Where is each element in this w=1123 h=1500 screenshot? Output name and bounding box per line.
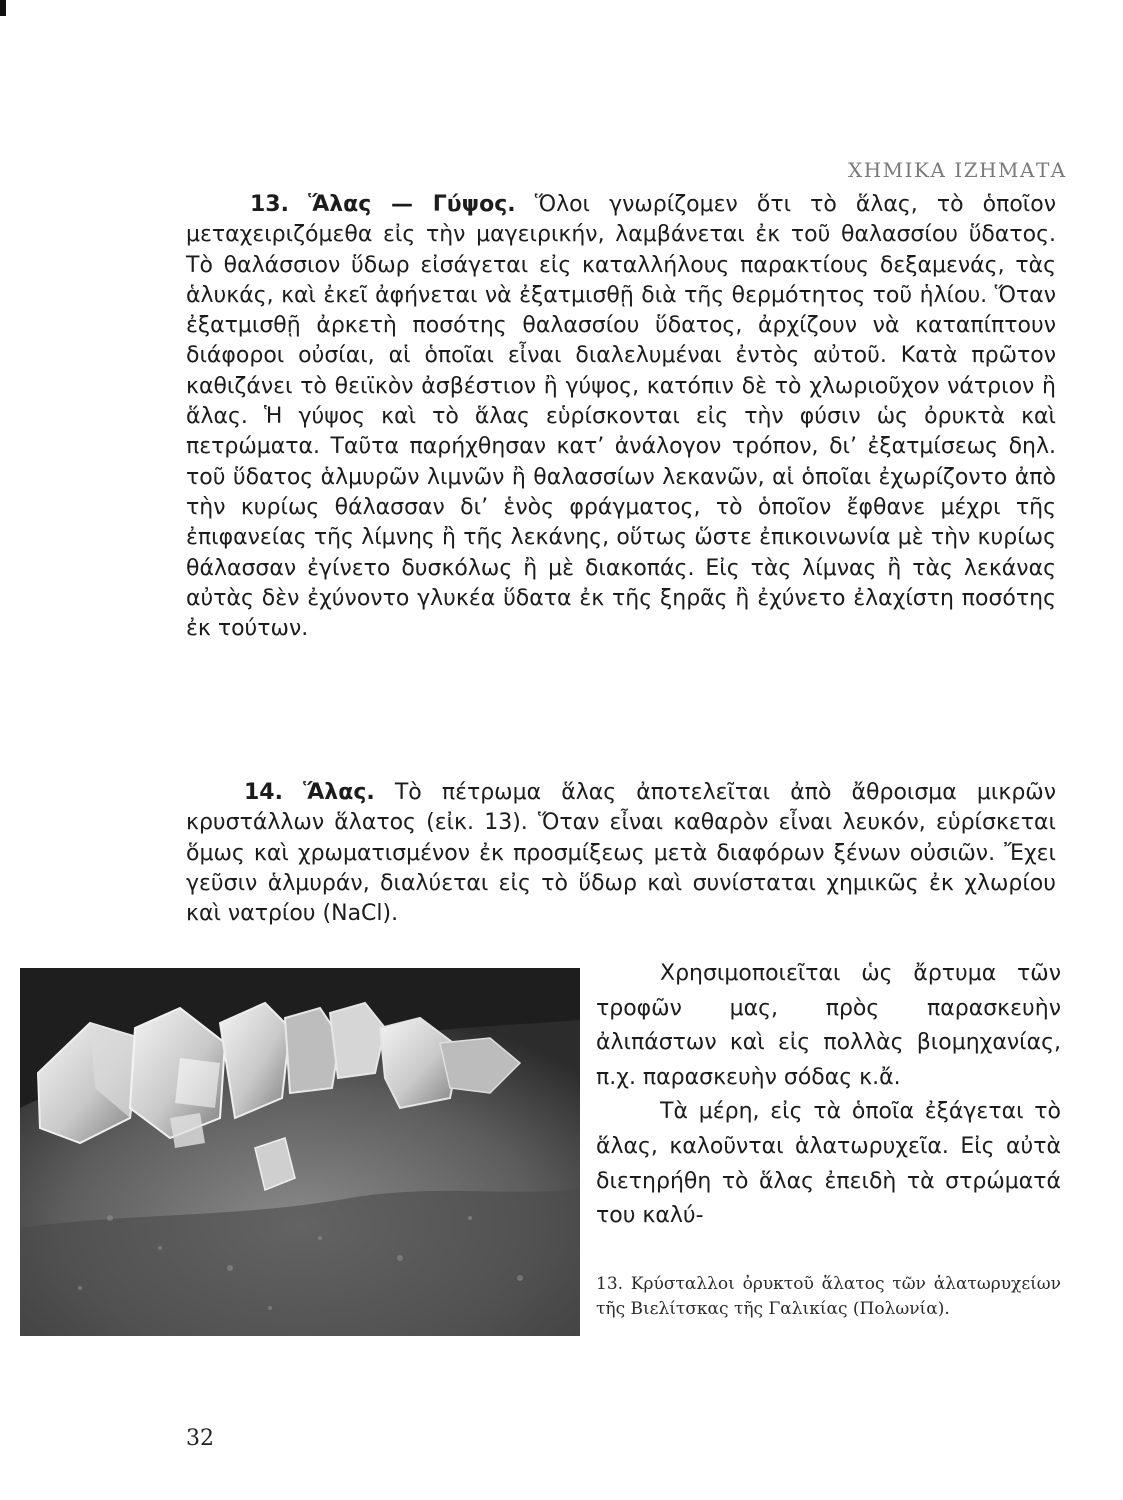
running-head: ΧΗΜΙΚΑ ΙΖΗΜΑΤΑ: [848, 158, 1067, 182]
section-14-paragraph: [186, 778, 1056, 929]
section-13-text: Ὅλοι γνωρίζομεν ὅτι τὸ ἅλας, τὸ ὁποῖον μεταχειριζόμεθα εἰς τὴν μαγειρικήν, λαμβάνεται ἐκ τοῦ θαλασσίου ὕδατος. Τὸ θαλάσσιον ὕδωρ εἰσάγεται εἰς καταλλήλους παρακτίους δεξαμενάς, τὰς ἁλυκάς, καὶ ἐκεῖ ἀφήνεται νὰ ἐξατμισθῇ διὰ τῆς θερμότητος τοῦ ἡλίου. Ὅταν ἐξατμισθῇ ἀρκετὴ ποσότης θαλασσίου ὕδατος, ἀρχίζουν νὰ καταπίπτουν διάφοροι οὐσίαι, αἱ ὁποῖαι εἶναι διαλελυμέναι ἐντὸς αὐτοῦ. Κατὰ πρῶτον καθιζάνει τὸ θειϊκὸν ἀσβέστιον ἢ γύψος, κατόπιν δὲ τὸ χλωριοῦχον νάτριον ἢ ἅλας. Ἡ γύψος καὶ τὸ ἅλας εὑρίσκονται εἰς τὴν φύσιν ὡς ὀρυκτὰ καὶ πετρώματα. Ταῦτα παρήχθησαν κατ’ ἀνάλογον τρόπον, δι’ ἐξατμίσεως δηλ. τοῦ ὕδατος ἁλμυρῶν λιμνῶν ἢ θαλασσίων λεκανῶν, αἱ ὁποῖαι ἐχωρίζοντο ἀπὸ τὴν κυρίως θάλασσαν δι’ ἑνὸς φράγματος, τὸ ὁποῖον ἔφθανε μέχρι τῆς ἐπιφανείας τῆς λίμνης ἢ τῆς λεκάνης, οὕτως ὥστε ἐπικοινωνία μὲ τὴν κυρίως θάλασσαν ἐγίνετο δυσκόλως ἢ μὲ διακοπάς. Εἰς τὰς λίμνας ἢ τὰς λεκάνας αὐτὰς δὲν ἐχύνοντο γλυκέα ὕδατα ἐκ τῆς ξηρᾶς ἢ ἐχύνετο ἐλαχίστη ποσότης ἐκ τούτων.: [186, 192, 1057, 642]
section-14-text: Τὸ πέτρωμα ἅλας ἀποτελεῖται ἀπὸ ἄθροισμα μικρῶν κρυστάλλων ἅλατος (εἰκ. 13). Ὅταν εἶναι καθαρὸν εἶναι λευκόν, εὑρίσκεται ὅμως καὶ χρωματισμένον ἐκ προσμίξεως μετὰ διαφόρων ξένων οὐσιῶν. Ἔχει γεῦσιν ἁλμυράν, διαλύεται εἰς τὸ ὕδωρ καὶ συνίσταται χημικῶς ἐκ χλωρίου καὶ νατρίου (NaCl).: [186, 780, 1056, 927]
section-13: [186, 190, 1056, 644]
figure-caption: 13. Κρύσταλλοι ὀρυκτοῦ ἅλατος τῶν ἁλατωρυχείων τῆς Βιελίτσκας τῆς Γαλικίας (Πολωνία).: [596, 1274, 1061, 1319]
section-13-number: 13.: [250, 192, 289, 217]
salt-crystals-photo: [20, 968, 580, 1336]
scan-corner-mark: [0, 0, 6, 16]
section-13-heading: Ἅλας — Γύψος.: [308, 192, 516, 217]
section-14: [186, 778, 1056, 929]
section-14-paragraph-2: Χρησιμοποιεῖται ὡς ἄρτυμα τῶν τροφῶν μας, πρὸς παρασκευὴν ἀλιπάστων καὶ εἰς πολλὰς βιομηχανίας, π.χ. παρασκευὴν σόδας κ.ἄ.: [596, 961, 1061, 1090]
section-14-number: 14.: [244, 780, 283, 805]
page-number: 32: [186, 1426, 214, 1451]
right-column-text: [596, 957, 1061, 1234]
salt-crystals-illustration: [20, 968, 580, 1336]
section-13-paragraph: [186, 190, 1056, 644]
section-14-paragraph-3: Τὰ μέρη, εἰς τὰ ὁποῖα ἐξάγεται τὸ ἅλας, καλοῦνται ἁλατωρυχεῖα. Εἰς αὐτὰ διετηρήθη τὸ ἅλας ἐπειδὴ τὰ στρώματά του καλύ-: [596, 1099, 1061, 1229]
section-14-heading: Ἅλας.: [303, 780, 375, 805]
